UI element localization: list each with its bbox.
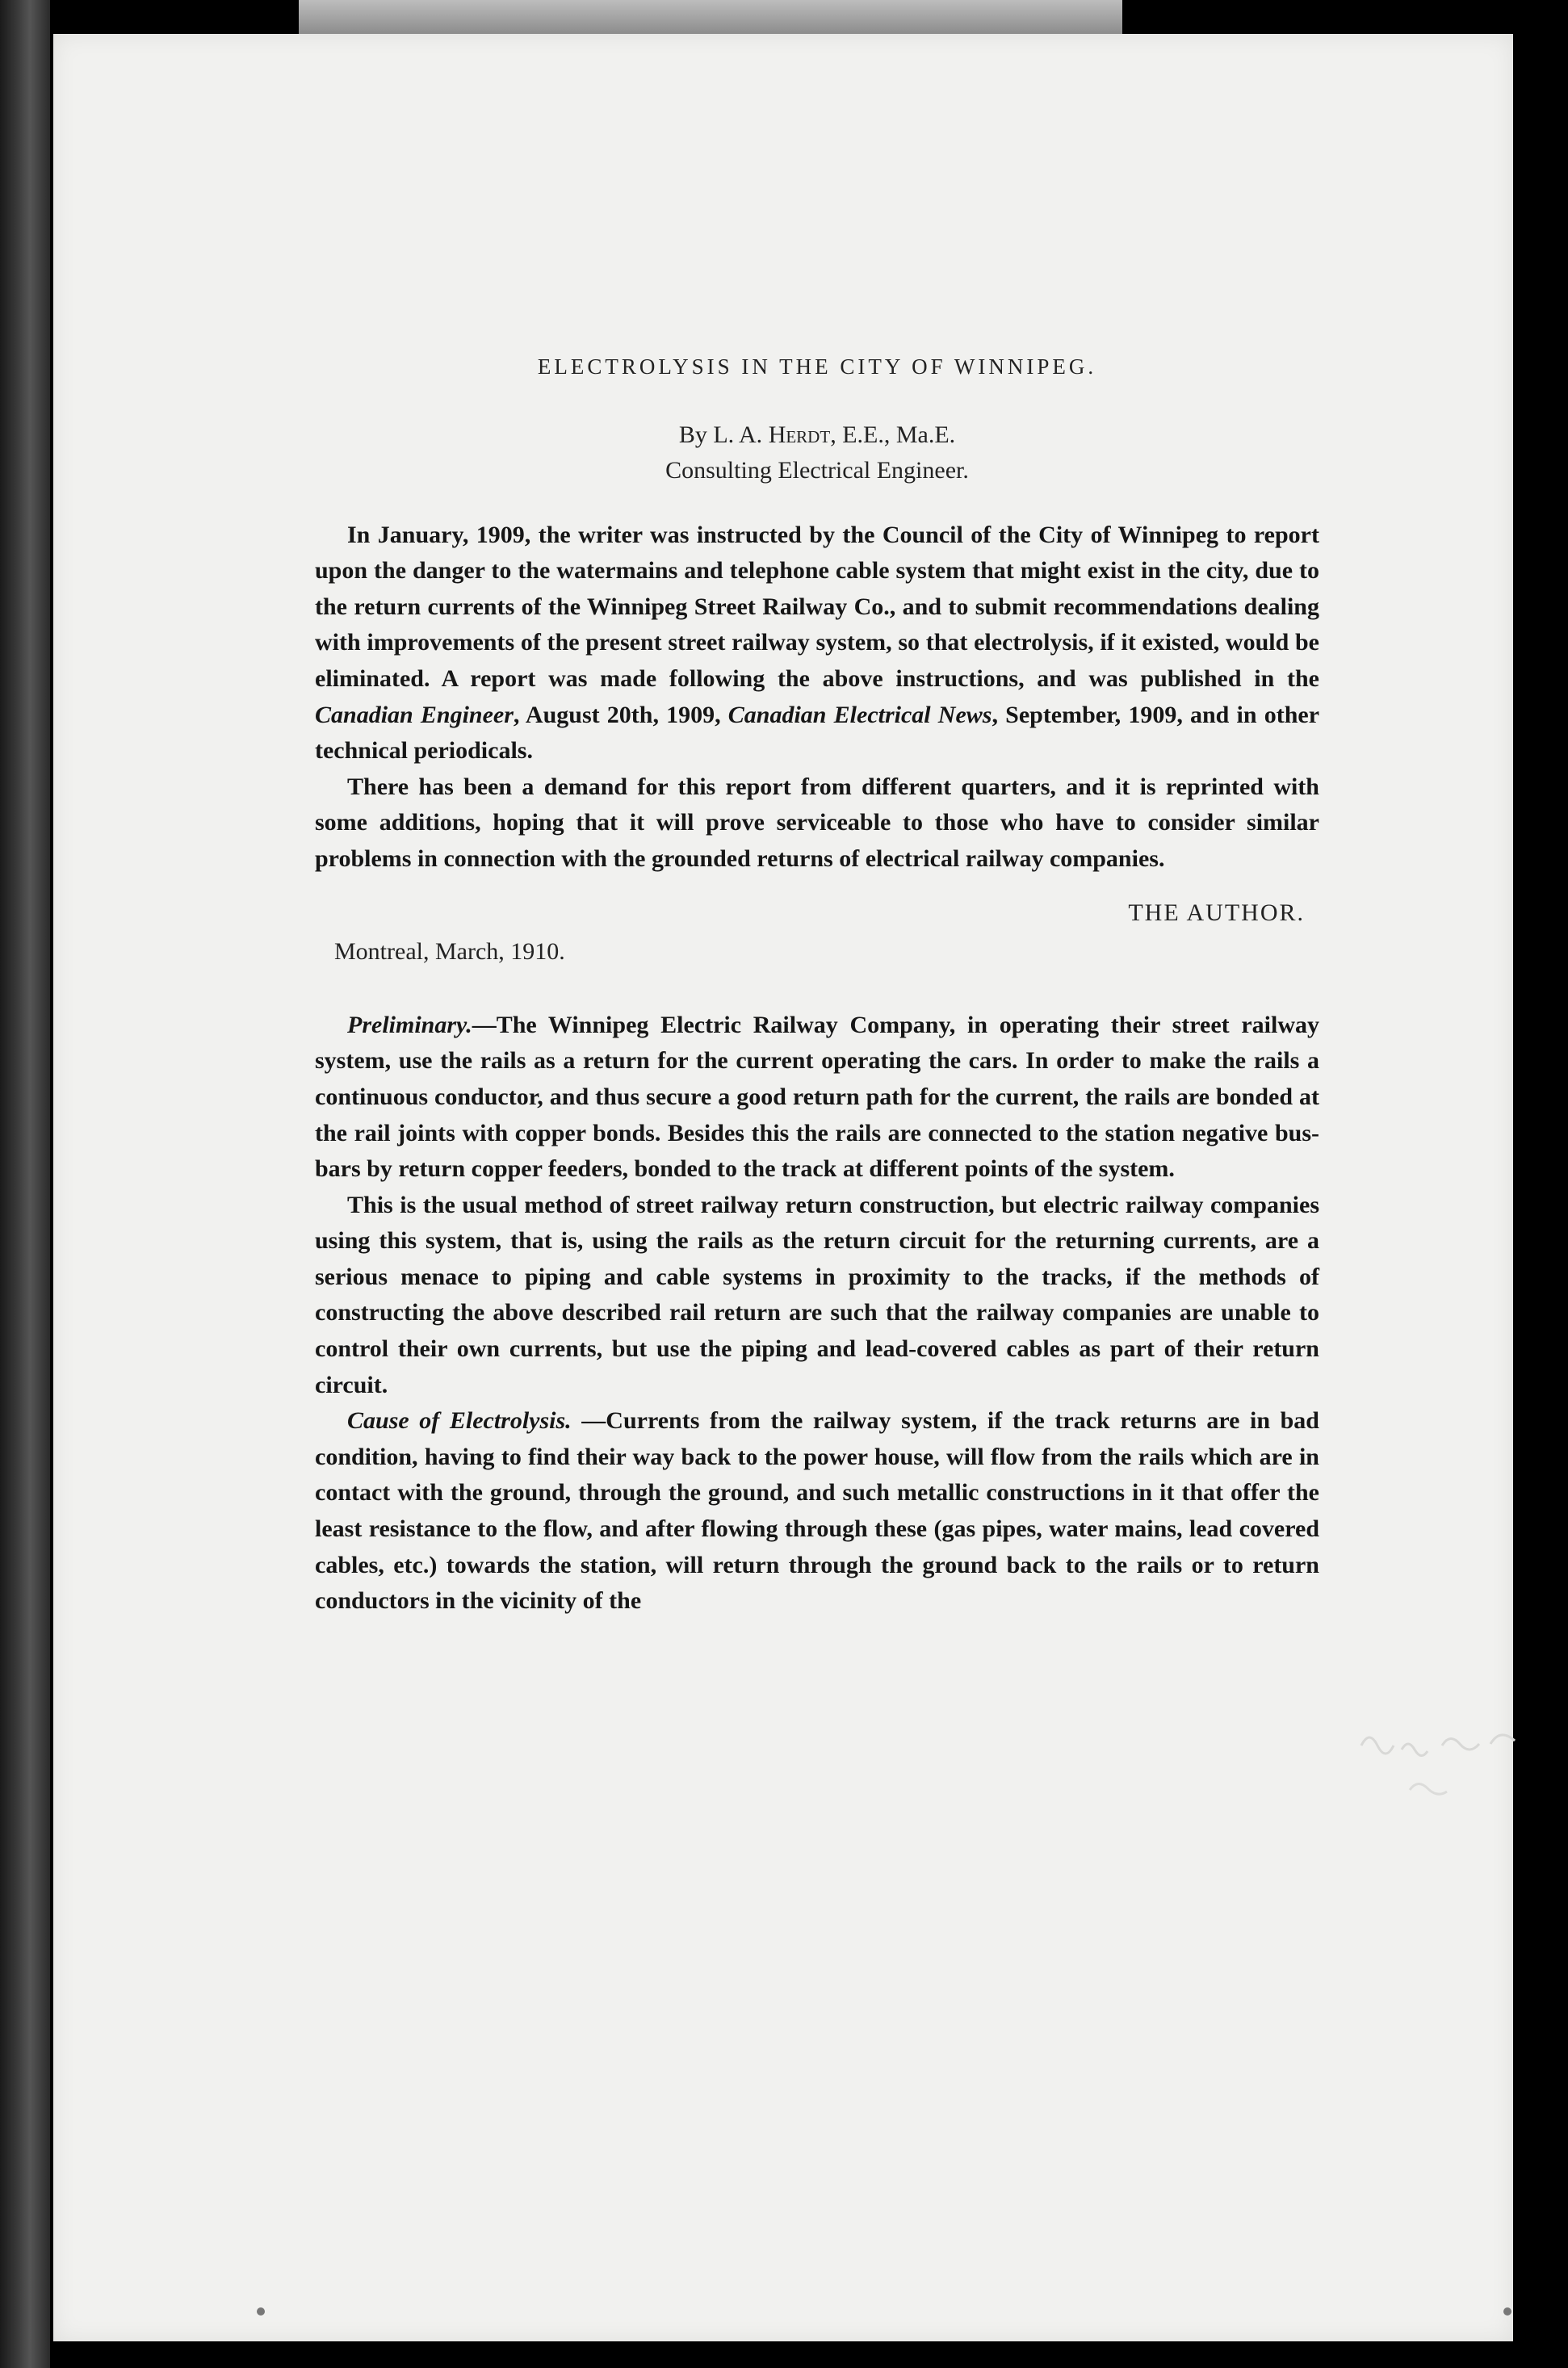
journal-title-canadian-engineer: Canadian Engineer [315, 701, 514, 728]
paragraph-cause-text: —Currents from the railway system, if the track returns are in bad condition, having to find their way back to the power house, will flow from the rails which are in contact with the ground, through the ground, and such metallic constructions in it that offer the least resistance to the flow, and after flowing through these (gas pipes, water mains, lead covered cables, etc.) towards the station, will return through the ground back to the rails or to return conductors in the vicinity of the [315, 1407, 1319, 1615]
byline [315, 417, 1319, 453]
scan-speck [1503, 2307, 1511, 2316]
paragraph-preliminary [315, 1008, 1319, 1188]
paragraph-cause [315, 1403, 1319, 1620]
scan-top-sheet [299, 0, 1122, 36]
paragraph-preliminary-text: —The Winnipeg Electric Railway Company, in operating their street railway system, use the rails as a return for the current operating the cars. In order to make the rails a continuous conductor, and thus secure a good return path for the current, the rails are bonded at the rail joints with copper bonds. Besides this the rails are connected to the station negative bus-bars by return copper feeders, bonded to the track at different points of the system. [315, 1011, 1319, 1183]
paragraph-intro-text-c: , September, 1909, and in other technical periodicals. [315, 701, 1320, 765]
paragraph-reprint: There has been a demand for this report from different quarters, and it is reprinted with some additions, hoping that it will prove serviceable to those who have to consider similar problems in connection with the grounded returns of electrical railway companies. [315, 773, 1319, 872]
author-name: Herdt [768, 421, 831, 448]
article-title: ELECTROLYSIS IN THE CITY OF WINNIPEG. [537, 354, 1097, 379]
paragraph-return-construction: This is the usual method of street railway return construction, but electric railway companies using this system, that is, using the rails as the return circuit for the returning currents, are a serious menace to piping and cable systems in proximity to the tracks, if the methods of constructing the above described rail return are such that the railway companies are unable to control their own currents, but use the piping and lead-covered cables as part of their return circuit. [315, 1191, 1319, 1398]
byline-prefix: By L. A. [678, 421, 769, 448]
paragraph-intro [315, 518, 1319, 769]
signature: THE AUTHOR. [1128, 899, 1305, 926]
section-heading-preliminary: Preliminary. [347, 1011, 472, 1038]
journal-title-canadian-electrical-news: Canadian Electrical News [727, 701, 992, 728]
document-page [53, 34, 1513, 2341]
paragraph-intro-text-a: In January, 1909, the writer was instructed by the Council of the City of Winnipeg to report upon the danger to the watermains and telephone cable system that might exist in the city, due to the return currents of the Winnipeg Street Railway Co., and to submit recommendations dealing with improvements of the present street railway system, so that electrolysis, if it existed, would be eliminated. A report was made following the above instructions, and was published in the [315, 521, 1319, 692]
paragraph-intro-text-b: , August 20th, 1909, [513, 701, 728, 728]
scan-binding-edge [0, 0, 50, 2368]
author-credentials: , E.E., Ma.E. [830, 421, 956, 448]
dateline: Montreal, March, 1910. [334, 938, 565, 966]
author-position: Consulting Electrical Engineer. [665, 456, 969, 484]
article-body [315, 349, 1319, 1620]
scan-speck [257, 2307, 265, 2316]
section-heading-cause-of-electrolysis: Cause of Electrolysis. [347, 1407, 572, 1435]
faint-handwritten-annotation [1353, 1713, 1563, 1818]
